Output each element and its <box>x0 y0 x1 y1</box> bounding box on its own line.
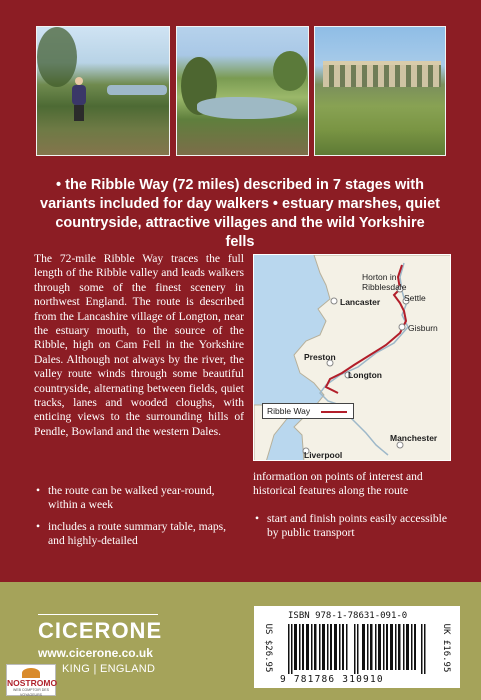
viaduct <box>323 65 441 87</box>
headline <box>40 176 440 252</box>
map-label-ribblesdale: Ribblesdale <box>362 282 407 292</box>
description: The 72-mile Ribble Way traces the full length of the Ribble valley and leads walkers through some of the finest scenery in northwest England. The route is described from the Lancashire village of Longton, near the estuary mouth, to the source of the Ribble, high on Cam Fell in the Yorkshire Dales. Although not always by the river, the valley route winds through some beautiful countryside, alternating between fields, quiet tracks, lanes and wooded cloughs, with enticing views to the surrounding hills of Pendle, Bowland and the western Dales. <box>34 252 244 438</box>
barcode-panel <box>254 606 460 688</box>
photo-riverside-walker <box>36 26 170 156</box>
feature-list-right <box>253 512 453 548</box>
publisher-location: KING | ENGLAND <box>62 663 156 675</box>
list-item: • the route can be walked year-round, within a week <box>34 484 234 513</box>
map-label-gisburn: Gisburn <box>408 323 438 333</box>
retailer-tagline: WEB COMPTOIR DES VOYAGEURS <box>13 688 49 697</box>
map-label-lancaster: Lancaster <box>340 297 381 307</box>
route-line-swatch <box>321 411 347 413</box>
barcode-digits: 9 781786 310910 <box>280 674 384 685</box>
photo-strip <box>36 26 446 156</box>
footer-band <box>0 582 481 700</box>
map-legend <box>262 403 354 419</box>
map-label-horton: Horton in <box>362 272 397 282</box>
photo-ribblehead-viaduct <box>314 26 446 156</box>
map-label-liverpool: Liverpool <box>304 450 343 460</box>
brand-rule <box>38 614 158 615</box>
map-label-preston: Preston <box>304 352 336 362</box>
price-us: US $26.95 <box>263 623 273 673</box>
retailer-name: NOSTROMO <box>7 678 58 688</box>
map-label-longton: Longton <box>348 370 382 380</box>
publisher-url: www.cicerone.co.uk <box>38 646 153 660</box>
headline-line-3: countryside, attractive villages and the wild Yorkshire fells <box>55 215 425 250</box>
map-graphic <box>254 255 451 461</box>
isbn: ISBN 978-1-78631-091-0 <box>288 611 408 621</box>
walker-figure <box>71 77 87 121</box>
price-uk: UK £16.95 <box>441 623 451 673</box>
headline-line-2: variants included for day walkers • estuary marshes, quiet <box>40 196 440 212</box>
barcode <box>288 624 426 674</box>
list-item: • includes a route summary table, maps, and highly-detailed <box>34 520 234 549</box>
feature-continuation: information on points of interest and historical features along the route <box>253 470 423 498</box>
map-label-settle: Settle <box>404 293 426 303</box>
map-legend-label: Ribble Way <box>267 406 311 416</box>
publisher-logo: CICERONE <box>38 618 163 643</box>
map-label-manchester: Manchester <box>390 433 438 443</box>
photo-river-meander <box>176 26 309 156</box>
feature-list-left <box>34 484 234 556</box>
retailer-sticker <box>6 664 56 696</box>
headline-line-1: • the Ribble Way (72 miles) described in 7 stages with <box>56 177 424 193</box>
route-map <box>253 254 451 461</box>
list-item: • start and finish points easily accessible by public transport <box>253 512 453 541</box>
retailer-logo-icon <box>22 668 40 678</box>
